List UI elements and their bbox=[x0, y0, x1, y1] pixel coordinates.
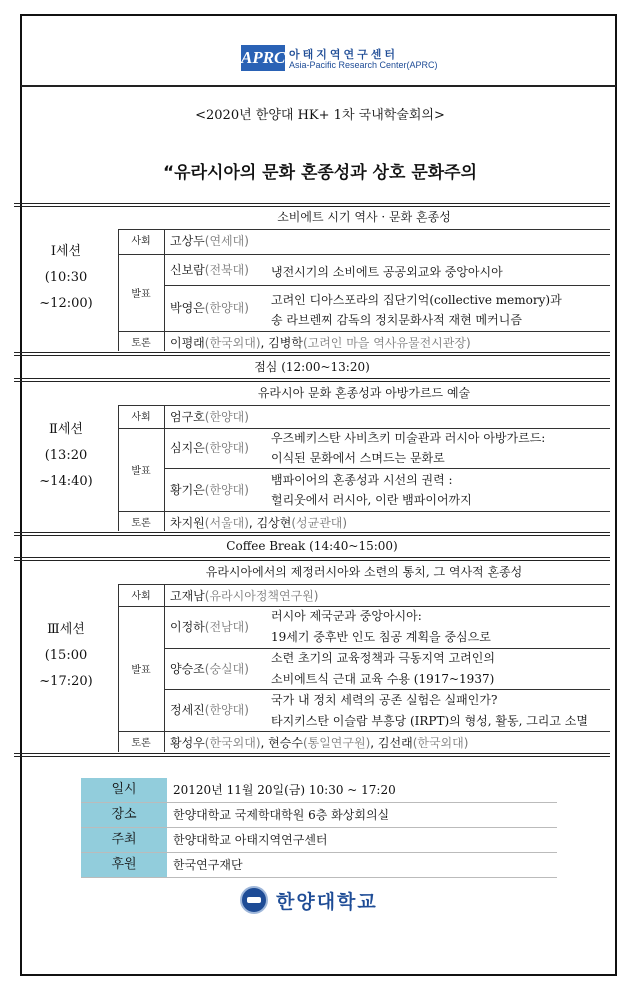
column-divider bbox=[164, 229, 165, 351]
discussant-affiliation: (성균관대) bbox=[291, 516, 348, 530]
moderator-name bbox=[170, 587, 318, 604]
section-divider bbox=[14, 352, 610, 356]
presenter-label: 발표 bbox=[131, 664, 151, 676]
presenter-affiliation: (한양대) bbox=[204, 301, 249, 315]
row-divider bbox=[118, 584, 610, 585]
discussant-affiliation: (한국외대) bbox=[204, 736, 261, 750]
presentation-title-line: 뱀파이어의 혼종성과 시선의 권력 : bbox=[271, 473, 453, 487]
info-label: 장소 bbox=[81, 803, 167, 827]
discussant-name: 김상현 bbox=[256, 516, 292, 530]
row-divider bbox=[118, 511, 610, 512]
presenter-name bbox=[170, 618, 249, 635]
row-divider bbox=[164, 689, 610, 690]
presenter-label: 황기은 bbox=[170, 482, 205, 497]
session-time: (13:20 bbox=[44, 447, 88, 463]
presenter-affiliation: (전북대) bbox=[204, 262, 249, 277]
discussant-affiliation: (고려인 마을 역사유물전시관장) bbox=[302, 336, 471, 350]
session-name-block bbox=[14, 617, 118, 695]
presenter-name bbox=[170, 701, 249, 718]
row-divider bbox=[118, 606, 610, 607]
row-divider bbox=[164, 285, 610, 286]
row-divider bbox=[164, 468, 610, 469]
discussant-name: 이평래 bbox=[170, 336, 205, 350]
presenter-affiliation: (한양대) bbox=[204, 702, 249, 717]
discussant-name: 차지원 bbox=[170, 516, 205, 530]
session-time: ~14:40) bbox=[39, 473, 93, 489]
discussion-label: 토론 bbox=[131, 738, 151, 749]
session-theme: 소비에트 시기 역사 · 문화 혼종성 bbox=[277, 210, 451, 224]
session-theme: 유라시아에서의 제정러시아와 소련의 통치, 그 역사적 혼종성 bbox=[205, 565, 523, 579]
session-name-block bbox=[14, 417, 118, 495]
presenter-name bbox=[170, 481, 249, 498]
presenter-name bbox=[170, 261, 249, 278]
presentation-title-line: 헐리웃에서 러시아, 이란 뱀파이어까지 bbox=[271, 493, 472, 507]
presentation-title-line: 고려인 디아스포라의 집단기억(collective memory)과 bbox=[271, 293, 562, 307]
presenter-affiliation: (한양대) bbox=[204, 482, 249, 497]
university-seal-icon bbox=[240, 886, 268, 914]
info-value: 한양대학교 국제학대학원 6층 화상회의실 bbox=[173, 808, 390, 822]
lunch-break: 점심 (12:00~13:20) bbox=[254, 360, 370, 374]
row-divider bbox=[118, 229, 610, 230]
info-value: 20120년 11월 20일(금) 10:30 ~ 17:20 bbox=[173, 783, 396, 797]
info-label: 주최 bbox=[81, 828, 167, 852]
moderator-label: 사회 bbox=[131, 591, 151, 602]
moderator-affiliation: (한양대) bbox=[204, 410, 249, 424]
discussant-name: 김선래 bbox=[377, 736, 413, 750]
session-name: Ⅱ세션 bbox=[49, 421, 83, 437]
presentation-title-line: 소련 초기의 교육정책과 극동지역 고려인의 bbox=[271, 651, 495, 665]
aprc-logo-english: Asia-Pacific Research Center(APRC) bbox=[289, 60, 438, 70]
university-name: 한양대학교 bbox=[276, 891, 378, 913]
presenter-label: 발표 bbox=[131, 465, 151, 477]
moderator-label: 사회 bbox=[131, 412, 151, 423]
row-divider bbox=[118, 254, 610, 255]
discussant-affiliation: (한국외대) bbox=[204, 336, 261, 350]
presenter-label: 박영은 bbox=[170, 301, 205, 315]
section-divider bbox=[14, 557, 610, 561]
info-row-sponsor bbox=[81, 853, 557, 878]
aprc-logo-korean: 아태지역연구센터 bbox=[289, 48, 399, 61]
presenter-name bbox=[170, 299, 249, 316]
discussant-name: 황성우 bbox=[170, 736, 205, 750]
row-divider bbox=[118, 331, 610, 332]
section-divider bbox=[14, 378, 610, 382]
session-theme: 유라시아 문화 혼종성과 아방가르드 예술 bbox=[257, 386, 471, 400]
aprc-logo-mark: APRC bbox=[241, 45, 285, 71]
info-row-host bbox=[81, 828, 557, 853]
session-time: (10:30 bbox=[44, 269, 88, 285]
moderator-label: 고상두 bbox=[170, 234, 205, 248]
moderator-label: 사회 bbox=[131, 236, 151, 247]
presenter-affiliation: (한양대) bbox=[204, 441, 249, 455]
row-divider bbox=[164, 648, 610, 649]
session-name-block bbox=[14, 239, 118, 317]
info-value: 한국연구재단 bbox=[173, 858, 243, 872]
section-divider bbox=[14, 532, 610, 536]
presenter-label: 양승조 bbox=[170, 661, 205, 676]
info-value: 한양대학교 아태지역연구센터 bbox=[173, 833, 328, 847]
discussion-label: 토론 bbox=[131, 518, 151, 529]
presenter-name bbox=[170, 439, 249, 456]
presentation-title-line: 타지키스탄 이슬람 부흥당 (IRPT)의 형성, 활동, 그리고 소멸 bbox=[271, 714, 588, 728]
session-name: Ⅰ세션 bbox=[50, 243, 82, 259]
info-row-venue bbox=[81, 803, 557, 828]
discussant-affiliation: (한국외대) bbox=[412, 736, 469, 750]
info-label: 일시 bbox=[81, 778, 167, 802]
presentation-title-line: 러시아 제국군과 중앙아시아: bbox=[271, 609, 422, 623]
moderator-name bbox=[170, 232, 249, 249]
conference-title: “유라시아의 문화 혼종성과 상호 문화주의 bbox=[162, 163, 478, 183]
info-label: 후원 bbox=[81, 853, 167, 877]
coffee-break: Coffee Break (14:40~15:00) bbox=[226, 539, 398, 553]
row-divider bbox=[118, 731, 610, 732]
row-divider bbox=[118, 428, 610, 429]
discussant-affiliation: (서울대) bbox=[204, 516, 249, 530]
info-row-date bbox=[81, 778, 557, 803]
presenter-label: 이정하 bbox=[170, 620, 205, 634]
presenter-affiliation: (전남대) bbox=[204, 620, 249, 634]
discussant-list: 이평래(한국외대), 김병학(고려인 마을 역사유물전시관장) bbox=[170, 336, 471, 350]
presenter-name bbox=[170, 660, 249, 677]
presentation-title-line: 19세기 중후반 인도 침공 계획을 중심으로 bbox=[271, 630, 491, 644]
discussant-name: 현승수 bbox=[268, 736, 303, 750]
moderator-label: 엄구호 bbox=[170, 410, 205, 424]
row-divider bbox=[118, 405, 610, 406]
session-time: ~12:00) bbox=[39, 295, 93, 311]
moderator-name bbox=[170, 408, 249, 425]
moderator-affiliation: (유라시아정책연구원) bbox=[204, 589, 319, 603]
discussant-name: 김병학 bbox=[268, 336, 303, 350]
discussant-affiliation: (통일연구원) bbox=[302, 736, 371, 750]
presentation-title-line: 냉전시기의 소비에트 공공외교와 중앙아시아 bbox=[271, 265, 503, 279]
presenter-affiliation: (숭실대) bbox=[204, 661, 249, 676]
session-name: Ⅲ세션 bbox=[47, 621, 85, 637]
presenter-label: 발표 bbox=[131, 288, 151, 300]
event-info bbox=[81, 778, 557, 878]
presentation-title-line: 우즈베키스탄 사비츠키 미술관과 러시아 아방가르드: bbox=[271, 431, 546, 445]
presentation-title-line: 이식된 문화에서 스며드는 문화로 bbox=[271, 451, 445, 465]
discussion-label: 토론 bbox=[131, 338, 151, 349]
presentation-title-line: 송 라브렌찌 감독의 정치문화사적 재현 메커니즘 bbox=[271, 313, 522, 327]
header bbox=[21, 15, 616, 87]
session-time: ~17:20) bbox=[39, 673, 93, 689]
moderator-label: 고재남 bbox=[170, 589, 205, 603]
discussant-list: 황성우(한국외대), 현승수(통일연구원), 김선래(한국외대) bbox=[170, 736, 469, 750]
discussant-list: 차지원(서울대), 김상현(성균관대) bbox=[170, 516, 348, 530]
conference-subtitle: <2020년 한양대 HK+ 1차 국내학술회의> bbox=[195, 108, 445, 123]
presenter-label: 신보람 bbox=[170, 262, 205, 277]
column-divider bbox=[164, 584, 165, 752]
presentation-title-line: 국가 내 정치 세력의 공존 실험은 실패인가? bbox=[271, 693, 498, 707]
presenter-label: 심지은 bbox=[170, 441, 205, 455]
presenter-label: 정세진 bbox=[170, 702, 205, 717]
session-time: (15:00 bbox=[44, 647, 88, 663]
section-divider bbox=[14, 753, 610, 757]
moderator-affiliation: (연세대) bbox=[204, 234, 249, 248]
presentation-title-line: 소비에트식 근대 교육 수용 (1917~1937) bbox=[271, 672, 495, 686]
section-divider bbox=[14, 203, 610, 207]
